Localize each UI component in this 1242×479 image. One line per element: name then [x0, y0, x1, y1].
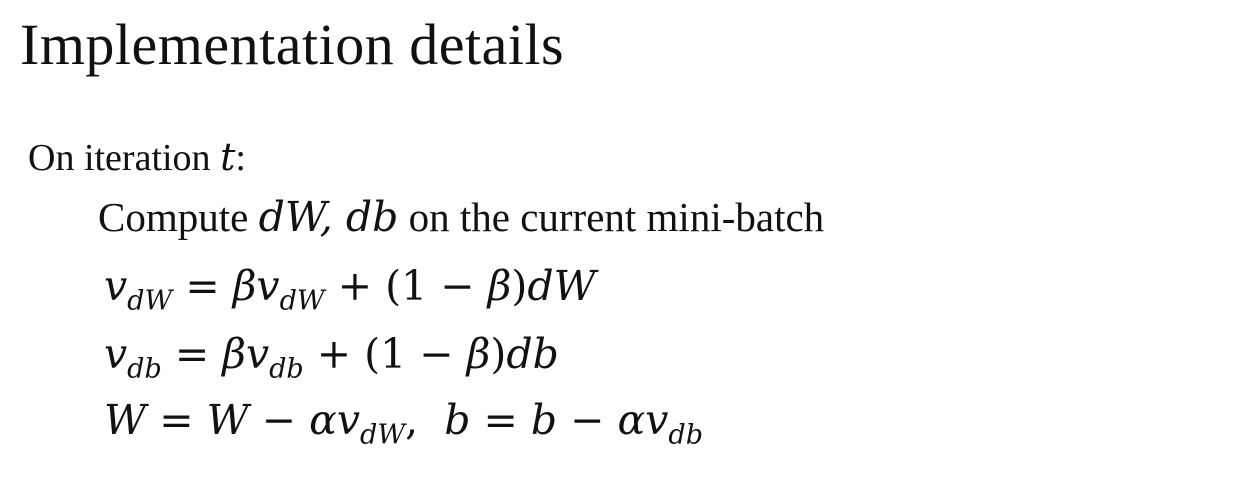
eq3-b-equals: = [470, 396, 531, 444]
eq1-term: dW [527, 262, 596, 310]
iteration-suffix: : [235, 137, 246, 179]
eq1-beta: β [232, 262, 257, 310]
eq2-beta2: β [466, 330, 491, 378]
eq2-beta: β [222, 330, 246, 378]
eq3-b-v: v [645, 396, 669, 444]
equation-vdb-update [104, 326, 559, 397]
compute-suffix: on the current mini-batch [398, 194, 825, 240]
eq1-lhs: v [104, 262, 128, 310]
eq2-close: ) [490, 330, 507, 378]
eq3-w-equals: = [146, 396, 207, 444]
eq1-equals: = [172, 262, 233, 310]
eq3-w-rhs: W [206, 396, 249, 444]
eq3-b-rhs: b [530, 396, 558, 444]
eq3-comma: , [405, 396, 419, 444]
eq1-v-sub: dW [279, 285, 325, 317]
iteration-line [28, 132, 246, 183]
eq1-close: ) [511, 262, 528, 310]
eq3-w-lhs: W [104, 396, 147, 444]
eq1-lhs-sub: dW [127, 285, 173, 317]
eq2-v-sub: db [269, 353, 304, 385]
eq3-b-sub: db [668, 419, 704, 451]
eq2-term: db [506, 330, 559, 378]
eq3-b-alpha: α [617, 396, 646, 444]
eq3-w-minus: − [248, 396, 310, 444]
equation-parameter-update [104, 392, 703, 463]
compute-variables: dW, db [258, 193, 399, 241]
eq1-v: v [256, 262, 280, 310]
eq2-plus-paren: + (1 − [303, 330, 467, 378]
eq2-v: v [245, 330, 270, 378]
compute-line [98, 190, 824, 244]
eq2-equals: = [161, 330, 223, 378]
eq3-w-sub: dW [360, 419, 406, 451]
eq1-beta2: β [487, 262, 512, 310]
eq2-lhs-sub: db [127, 353, 162, 385]
equation-vdw-update [104, 258, 596, 329]
eq3-w-alpha: α [309, 396, 337, 444]
iteration-variable: t [220, 135, 236, 179]
eq3-b-lhs: b [444, 396, 471, 444]
compute-prefix: Compute [98, 194, 259, 240]
eq1-plus-paren: + (1 − [324, 262, 488, 310]
eq3-b-minus: − [557, 396, 618, 444]
iteration-prefix: On iteration [28, 137, 221, 179]
eq3-w-v: v [336, 396, 361, 444]
slide-title: Implementation details [20, 12, 565, 77]
eq2-lhs: v [104, 330, 128, 378]
